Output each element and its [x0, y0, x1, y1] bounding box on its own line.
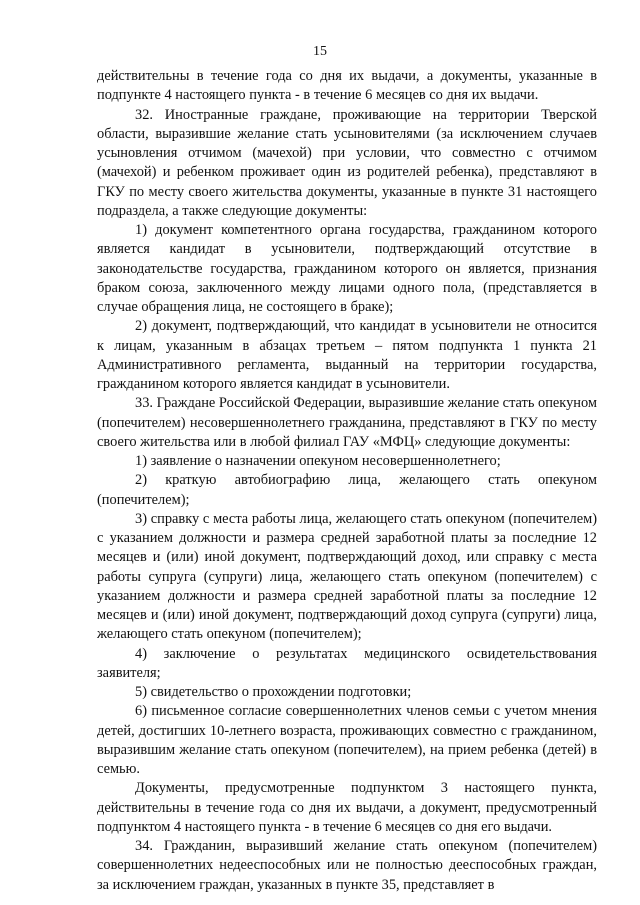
paragraph-32: 32. Иностранные граждане, проживающие на территории Тверской области, выразившие желание стать усыновителями (за исключением случаев усыновления отчимом (мачехой) при условии, что совместно с отчимом (мачехой) и ребенком проживает один из родителей ребенка), представляют в ГКУ по месту своего жительства документы, указанные в пункте 31 настоящего подраздела, а также следующие документы:	[97, 106, 597, 219]
paragraph-33-item-2: 2) краткую автобиографию лица, желающего стать опекуном (попечителем);	[97, 472, 597, 508]
paragraph-33-item-3: 3) справку с места работы лица, желающего стать опекуном (попечителем) с указанием должности и размера средней заработной платы за последние 12 месяцев и (или) иной документ, подтверждающий доход, или справку с места работы супруга (супруги) лица, желающего стать опекуном (попечителем) с указанием должности и размера средней заработной платы за последние 12 месяцев и (или) иной документ, подтверждающий доход супруга (супруги) лица, желающего стать опекуном (попечителем);	[97, 510, 597, 643]
paragraph-33-item-6: 6) письменное согласие совершеннолетних членов семьи с учетом мнения детей, достигших 10-летнего возраста, проживающих совместно с гражданином, выразившим желание стать опекуном (попечителем), на прием ребенка (детей) в семью.	[97, 703, 597, 777]
paragraph-continuation: действительны в течение года со дня их выдачи, а документы, указанные в подпункте 4 настоящего пункта - в течение 6 месяцев со дня их выдачи.	[97, 68, 597, 104]
paragraph-33-item-1: 1) заявление о назначении опекуном несовершеннолетнего;	[135, 453, 501, 469]
paragraph-33-item-4: 4) заключение о результатах медицинского освидетельствования заявителя;	[97, 645, 597, 681]
page-number: 15	[313, 44, 327, 59]
paragraph-33: 33. Граждане Российской Федерации, выразившие желание стать опекуном (попечителем) несовершеннолетнего гражданина, представляют в ГКУ по месту своего жительства или в любой филиал ГАУ «МФЦ» следующие документы:	[97, 395, 597, 450]
document-body	[97, 67, 597, 895]
paragraph-33-documents-validity: Документы, предусмотренные подпунктом 3 настоящего пункта, действительны в течение года со дня их выдачи, а документ, предусмотренный подпунктом 4 настоящего пункта - в течение 6 месяцев со дня его выдачи.	[97, 780, 597, 835]
paragraph-32-item-2: 2) документ, подтверждающий, что кандидат в усыновители не относится к лицам, указанным в абзацах третьем – пятом подпункта 1 пункта 21 Административного регламента, выданный на территории государства, гражданином которого является кандидат в усыновители.	[97, 318, 597, 392]
paragraph-32-item-1: 1) документ компетентного органа государства, гражданином которого является кандидат в усыновители, подтверждающий отсутствие в законодательстве государства, гражданином которого он является, признания браком союза, заключенного между лицами одного пола, (представляется в случае обращения лица, не состоящего в браке);	[97, 222, 597, 315]
paragraph-34: 34. Гражданин, выразивший желание стать опекуном (попечителем) совершеннолетних недееспособных или не полностью дееспособных граждан, за исключением граждан, указанных в пункте 35, представляет в	[97, 838, 597, 893]
paragraph-33-item-5: 5) свидетельство о прохождении подготовки;	[135, 684, 412, 700]
